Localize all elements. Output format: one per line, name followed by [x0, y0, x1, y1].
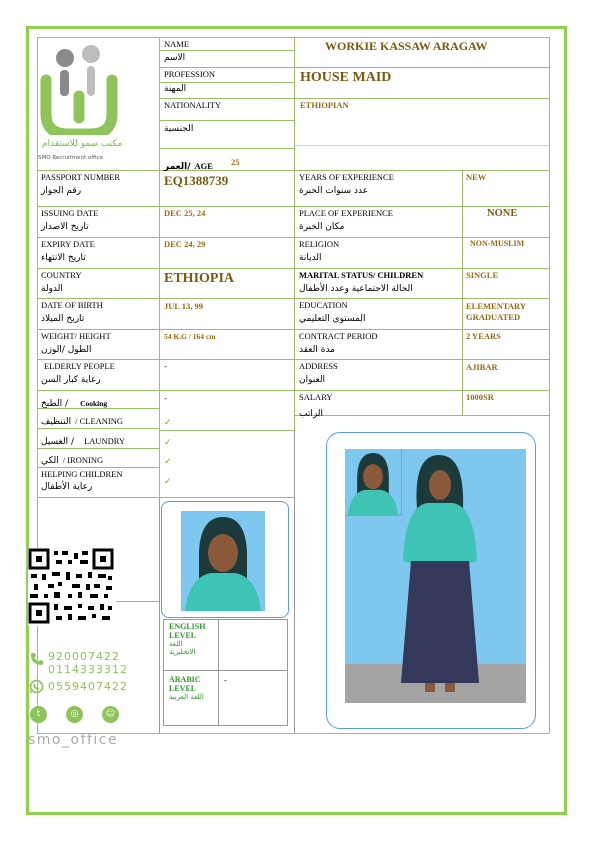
snapchat-icon[interactable]: ☺ [102, 706, 119, 723]
salary-label-en: SALARY [299, 392, 333, 402]
qr-code-icon [28, 548, 116, 626]
salary-label-ar: الراتب [299, 409, 324, 419]
ironing-label [41, 451, 103, 467]
cleaning-label-en: / CLEANING [75, 416, 124, 426]
ironing-label-ar: الكي [41, 456, 59, 466]
marital-label-ar: الحالة الاجتماعية وعدد الأطفال [299, 284, 413, 294]
contract-label-en: CONTRACT PERIOD [299, 331, 378, 341]
cooking-value: - [164, 393, 167, 403]
logo-english-text: SMO Recruitment office [38, 155, 103, 161]
age-label-en: AGE [194, 161, 213, 171]
english-level-ar1: اللغة [169, 640, 183, 649]
nationality-label-en: NATIONALITY [164, 100, 222, 110]
inset-portrait-photo [345, 449, 402, 516]
small-portrait-photo [181, 511, 265, 611]
salary-value: 1000SR [466, 392, 494, 402]
phone-icon [30, 652, 44, 666]
helping-label-en: HELPING CHILDREN [41, 469, 123, 479]
country-label-en: COUNTRY [41, 270, 82, 280]
issuing-label-ar: تاريخ الاصدار [41, 222, 89, 232]
years-value: NEW [466, 172, 487, 182]
profession-value: HOUSE MAID [300, 70, 392, 85]
country-value: ETHIOPIA [164, 271, 235, 286]
cleaning-label [41, 412, 123, 428]
name-label-en: NAME [164, 39, 190, 49]
ironing-check-icon: ✓ [164, 457, 172, 467]
expiry-value: DEC 24, 29 [164, 239, 206, 249]
laundry-label-ar: الغسيل / [41, 437, 75, 447]
ironing-label-en: / IRONING [62, 455, 104, 465]
weight-value: 54 K.G / 164 cm [164, 332, 216, 341]
passport-label-en: PASSPORT NUMBER [41, 172, 121, 182]
nationality-label-ar: الجنسية [164, 124, 194, 134]
elderly-value: - [164, 361, 167, 371]
place-value: NONE [487, 208, 518, 219]
profession-label-ar: المهنة [164, 84, 187, 94]
contract-value: 2 YEARS [466, 331, 501, 341]
expiry-label-en: EXPIRY DATE [41, 239, 95, 249]
cooking-label [41, 394, 107, 410]
years-label-ar: عدد سنوات الخبرة [299, 186, 369, 196]
english-level-ar2: الانجليزية [169, 648, 196, 657]
place-label-ar: مكان الخبرة [299, 222, 345, 232]
laundry-label-en: LAUNDRY [84, 436, 126, 446]
english-level-label [169, 622, 217, 656]
dob-label-ar: تاريخ الميلاد [41, 314, 85, 324]
elderly-label-ar: رعاية كبار السن [41, 375, 101, 385]
age-value: 25 [231, 157, 240, 167]
issuing-value: DEC 25, 24 [164, 208, 206, 218]
weight-label-en: WEIGHT/ HEIGHT [41, 331, 111, 341]
twitter-icon[interactable]: t [30, 706, 47, 723]
place-label-en: PLACE OF EXPERIENCE [299, 208, 393, 218]
issuing-label-en: ISSUING DATE [41, 208, 99, 218]
cleaning-check-icon: ✓ [164, 418, 172, 428]
elderly-label-en: ELDERLY PEOPLE [44, 361, 115, 371]
cooking-label-ar: الطبخ / [41, 399, 69, 409]
whatsapp-icon [29, 679, 44, 694]
arabic-level-l2: LEVEL [169, 684, 197, 694]
instagram-icon[interactable]: ◎ [66, 706, 83, 723]
logo-mark-icon [38, 40, 128, 135]
cooking-label-en: Cooking [80, 399, 108, 408]
address-label-ar: العنوان [299, 375, 326, 385]
helping-check-icon: ✓ [164, 477, 172, 487]
education-value-1: ELEMENTARY [466, 301, 526, 311]
marital-label-en: MARITAL STATUS/ CHILDREN [299, 270, 424, 280]
address-value: AJIBAR [466, 362, 498, 372]
inset-figure-icon [345, 449, 401, 515]
education-label-en: EDUCATION [299, 300, 348, 310]
education-label-ar: المستوي التعليمي [299, 314, 366, 324]
laundry-label [41, 432, 125, 448]
contract-label-ar: مدة العقد [299, 345, 335, 355]
whatsapp-number[interactable]: 0559407422 [48, 680, 128, 693]
weight-label-ar: الطول /الوزن [41, 345, 92, 355]
age-label-ar: العمر/ [164, 162, 191, 172]
education-value-2: GRADUATED [466, 312, 521, 322]
name-value: WORKIE KASSAW ARAGAW [325, 39, 488, 53]
dob-value: JUL 13, 99 [164, 301, 203, 311]
passport-label-ar: رقم الجواز [41, 186, 82, 196]
age-label [164, 157, 213, 173]
phone-number-2[interactable]: 0114333312 [48, 663, 128, 676]
portrait-figure-icon [181, 511, 265, 611]
laundry-check-icon: ✓ [164, 438, 172, 448]
religion-label-ar: الديانة [299, 253, 322, 263]
expiry-label-ar: تاريخ الانتهاء [41, 253, 86, 263]
address-label-en: ADDRESS [299, 361, 338, 371]
logo-arabic-text: مكتب سمو للاستقدام [42, 139, 123, 149]
nationality-value: ETHIOPIAN [300, 100, 349, 110]
english-level-l1: ENGLISH [169, 622, 206, 631]
phone-number-1[interactable]: 920007422 [48, 650, 120, 663]
social-handle[interactable]: smo_office [28, 732, 119, 748]
arabic-level-l1: ARABIC [169, 675, 201, 684]
religion-label-en: RELIGION [299, 239, 340, 249]
country-label-ar: الدولة [41, 284, 63, 294]
religion-value: NON-MUSLIM [470, 239, 525, 248]
profession-label-en: PROFESSION [164, 69, 216, 79]
marital-value: SINGLE [466, 270, 499, 280]
passport-value: EQ1388739 [164, 173, 229, 188]
dob-label-en: DATE OF BIRTH [41, 300, 103, 310]
helping-label-ar: رعاية الأطفال [41, 482, 93, 492]
years-label-en: YEARS OF EXPERIENCE [299, 172, 394, 182]
english-level-l2: LEVEL [169, 631, 197, 641]
arabic-level-ar: اللغة العربية [169, 693, 204, 702]
arabic-level-value: - [224, 675, 227, 685]
name-label-ar: الاسم [164, 53, 186, 63]
cleaning-label-ar: التنظيف [41, 417, 72, 427]
logo [38, 40, 128, 170]
arabic-level-label [169, 675, 217, 701]
